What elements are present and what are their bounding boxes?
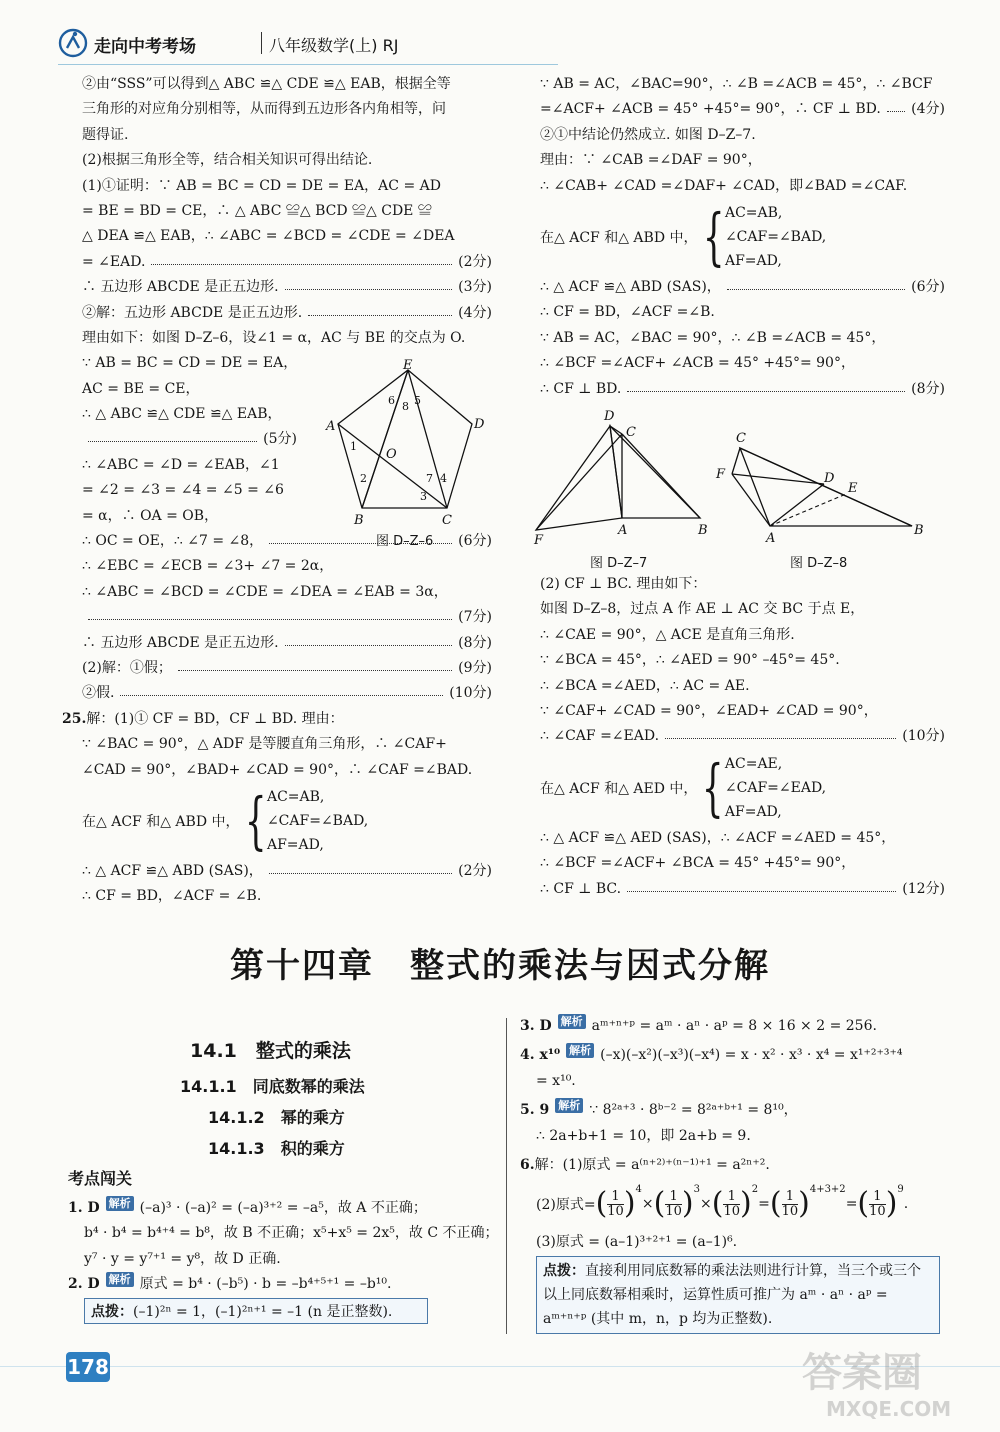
answer: 4. x¹⁰ <box>520 1047 561 1064</box>
subsection-title: 14.1.1 同底数幂的乘法 <box>180 1077 365 1096</box>
column-divider <box>506 1018 507 1334</box>
exercise-line: 2. D 解析 原式 = b⁴ · (–b⁵) · b = –b⁴⁺⁵⁺¹ = –b¹⁰. <box>68 1272 488 1297</box>
brace-item: AF=AD, <box>724 803 782 820</box>
brace-items <box>725 201 826 273</box>
watermark-logo <box>796 1338 976 1422</box>
page-header <box>58 26 978 62</box>
answer: 1. D <box>68 1200 100 1216</box>
text-line: = ∠EAD. (2分) <box>82 250 492 275</box>
text-line: = α，∴ OA = OB， <box>82 507 219 524</box>
section-title: 14.1 整式的乘法 <box>190 1040 351 1062</box>
fraction: $\frac{1}{10}$ <box>607 1188 624 1219</box>
label-E: E <box>848 481 858 496</box>
label-D: D <box>474 417 485 432</box>
brace-label: 在△ ACF 和△ ABD 中， <box>540 229 698 246</box>
score: (10分) <box>902 728 945 745</box>
tip-label: 点拨： <box>91 1303 133 1320</box>
text-line: 三角形的对应角分别相等，从而得到五边形各内角相等，问 <box>82 101 446 118</box>
analysis-tag: 解析 <box>106 1196 134 1211</box>
label-B: B <box>698 523 708 538</box>
right-column <box>540 72 945 402</box>
score: (6分) <box>458 533 492 550</box>
label-F: F <box>716 467 726 482</box>
exercise-line: = x¹⁰. <box>536 1072 576 1089</box>
label-E: E <box>403 358 413 373</box>
text-line: ∴ OC = OE，∴ ∠7 = ∠8， (6分) <box>82 529 492 554</box>
text-line: ∴ CF ⊥ BD. (8分) <box>540 377 945 402</box>
exercise-line: (3)原式 = (a–1)³⁺²⁺¹ = (a–1)⁶. <box>536 1234 738 1251</box>
right-column-continued <box>540 572 945 902</box>
brace-item: AF=AD, <box>266 836 324 853</box>
analysis-tag: 解析 <box>566 1043 594 1058</box>
brace-system <box>540 199 945 275</box>
text-line: =∠ACF+ ∠ACB = 45° +45°= 90°，∴ CF ⊥ BD. (4分) <box>540 97 945 122</box>
answer: 2. D <box>68 1276 100 1293</box>
exercise-line: 5. 9 解析 ∵ 8²ᵃ⁺³ · 8ᵇ⁻² = 8²ᵃ⁺ᵇ⁺¹ = 8¹⁰， <box>520 1098 945 1123</box>
score: (5分) <box>263 431 297 448</box>
answer: 6. <box>520 1156 535 1173</box>
brace-item: ∠CAF=∠BAD, <box>266 812 369 829</box>
text-line: ∴ ∠BCF =∠ACF+ ∠BCA = 45° +45°= 90°， <box>540 855 856 872</box>
label-B: B <box>354 513 364 528</box>
label-F: F <box>534 533 544 546</box>
text-line: ∵ AB = AC，∠BAC=90°，∴ ∠B =∠ACB = 45°，∴ ∠BCF <box>540 76 933 92</box>
exercise-line: y⁷ · y = y⁷⁺¹ = y⁸，故 D 正确. <box>84 1250 281 1267</box>
text-line: ∴ ∠CAB+ ∠CAD =∠DAF+ ∠CAD，即∠BAD =∠CAF. <box>540 177 908 194</box>
angle-label: 7 <box>426 472 433 485</box>
fraction: $\frac{1}{10}$ <box>723 1188 741 1219</box>
text-line: 理由：∵ ∠CAB =∠DAF = 90°， <box>540 152 762 169</box>
text-line: ∵ ∠CAF+ ∠CAD = 90°，∠EAD+ ∠CAD = 90°， <box>540 702 878 719</box>
text-line: (2)解：①假； (9分) <box>82 656 492 681</box>
label-O: O <box>386 447 397 462</box>
angle-label: 3 <box>420 490 427 503</box>
label-C: C <box>736 431 746 446</box>
book-subtitle: 八年级数学(上) RJ <box>269 36 399 55</box>
text-line: ∵ ∠BAC = 90°，△ ADF 是等腰直角三角形，∴ ∠CAF+ <box>82 736 447 753</box>
fraction: $\frac{1}{10}$ <box>869 1188 886 1219</box>
angle-label: 5 <box>414 394 421 407</box>
fraction-expression: (2)原式= ( $\frac{1}{10}$ ) $^4$ × ( $\frac{1}{10}$ ) $^3$ × ( $\frac{1}{10}$ ) $^2$ = ( $\frac{1}{10}$ ) $^{4+3+2}$ = ( $\frac{1}{10}$ ) $^9$ . <box>536 1184 909 1222</box>
text-line: (1)①证明：∵ AB = BC = CD = DE = EA，AC = AD <box>82 177 441 194</box>
angle-label: 8 <box>402 400 409 413</box>
text-line: = BE = BD = CE，∴ △ ABC ≌△ BCD ≌△ CDE ≌ <box>82 202 432 219</box>
score: (10分) <box>449 685 492 702</box>
text-line: ∴ 五边形 ABCDE 是正五边形. (3分) <box>82 275 492 300</box>
score: (8分) <box>458 634 492 651</box>
exercise-line: b⁴ · b⁴ = b⁴⁺⁴ = b⁸，故 B 不正确；x⁵+x⁵ = 2x⁵，故 C 不正确； <box>84 1225 499 1242</box>
text-line: ∴ ∠BCA =∠AED，∴ AC = AE. <box>540 677 750 694</box>
analysis-tag: 解析 <box>555 1098 583 1113</box>
figure-caption: 图 D–Z–7 <box>590 556 648 571</box>
angle-label: 1 <box>350 440 357 453</box>
brace-item: ∠CAF=∠EAD, <box>724 779 827 796</box>
brace-items <box>267 785 368 857</box>
watermark-bottom: MXQE.COM <box>826 1397 952 1421</box>
text-line: ∴ △ ACF ≌△ AED (SAS)，∴ ∠ACF =∠AED = 45°， <box>540 829 896 846</box>
label-A: A <box>326 419 336 434</box>
text-line <box>82 605 492 630</box>
brace-label: 在△ ACF 和△ ABD 中， <box>82 813 240 830</box>
runner-logo-icon <box>58 28 88 58</box>
text-line: ∴ CF ⊥ BC. (12分) <box>540 877 945 902</box>
score: (4分) <box>458 304 492 321</box>
text-line: ②由“SSS”可以得到△ ABC ≌△ CDE ≌△ EAB，根据全等 <box>82 76 451 92</box>
tip-text: (–1)²ⁿ = 1，(–1)²ⁿ⁺¹ = –1 (n 是正整数). <box>133 1303 393 1320</box>
tip-box <box>536 1256 940 1334</box>
tip-box <box>84 1298 428 1324</box>
text-line: ∴ ∠BCF =∠ACF+ ∠ACB = 45° +45°= 90°， <box>540 355 855 372</box>
subsection-title: 14.1.3 积的乘方 <box>208 1139 345 1158</box>
book-title: 走向中考考场 <box>94 37 196 57</box>
text-line: ∴ ∠CAE = 90°，△ ACE 是直角三角形. <box>540 626 795 643</box>
header-separator <box>261 32 262 54</box>
brace-item: ∠CAF=∠BAD, <box>724 228 827 245</box>
text-line: ∵ ∠BCA = 45°，∴ ∠AED = 90° –45°= 45°. <box>540 652 840 669</box>
fraction: $\frac{1}{10}$ <box>781 1188 799 1219</box>
tip-text: 直接利用同底数幂的乘法法则进行计算，当三个或三个以上同底数幂相乘时，运算性质可推广为 aᵐ · aⁿ · aᵖ = aᵐ⁺ⁿ⁺ᵖ (其中 m，n，p 均为正整数). <box>543 1262 921 1327</box>
text-line: ∵ AB = AC，∠BAC = 90°，∴ ∠B =∠ACB = 45°， <box>540 329 886 346</box>
text-line: ∴ ∠CAF =∠EAD. (10分) <box>540 724 945 749</box>
text-line: ∴ 五边形 ABCDE 是正五边形. (8分) <box>82 631 492 656</box>
left-brace: { <box>244 783 267 857</box>
figure-pentagon <box>322 358 492 558</box>
angle-label: 6 <box>388 394 395 407</box>
label-C: C <box>442 513 452 528</box>
brace-item: AC=AB, <box>266 788 325 805</box>
text-line: 题得证. <box>82 126 129 143</box>
label-D: D <box>604 409 615 424</box>
exercise-line: 1. D 解析 (–a)³ · (–a)² = (–a)³⁺² = –a⁵，故 A 不正确； <box>68 1196 488 1221</box>
text-line: ∴ ∠ABC = ∠BCD = ∠CDE = ∠DEA = ∠EAB = 3α， <box>82 583 448 600</box>
answer: 5. 9 <box>520 1102 550 1119</box>
exercises-right <box>520 1014 945 1334</box>
score: (2分) <box>458 253 492 270</box>
page-number: 178 <box>66 1352 110 1382</box>
score: (2分) <box>458 862 492 879</box>
exercise-line: 4. x¹⁰ 解析 (–x)(–x²)(–x³)(–x⁴) = x · x² · x³ · x⁴ = x¹⁺²⁺³⁺⁴ <box>520 1043 945 1068</box>
score: (3分) <box>458 279 492 296</box>
text-line: AC = BE = CE， <box>82 380 200 397</box>
label-C: C <box>626 425 636 440</box>
text-line: (2) CF ⊥ BC. 理由如下： <box>540 576 707 592</box>
text-line: ②①中结论仍然成立. 如图 D–Z–7. <box>540 126 756 143</box>
label-A: A <box>766 531 776 546</box>
text-line: ∴ ∠EBC = ∠ECB = ∠3+ ∠7 = 2α， <box>82 558 334 575</box>
left-brace: { <box>702 750 725 824</box>
score: (12分) <box>902 880 945 897</box>
text-line: △ DEA ≌△ EAB，∴ ∠ABC = ∠BCD = ∠CDE = ∠DEA <box>82 228 455 245</box>
angle-label: 4 <box>440 472 447 485</box>
text-line: ∴ CF = BD，∠ACF =∠B. <box>540 304 715 321</box>
kaodian-heading: 考点闯关 <box>68 1169 133 1188</box>
brace-item: AC=AB, <box>724 204 783 221</box>
label-B: B <box>914 523 924 538</box>
text-line: ②解：五边形 ABCDE 是正五边形. (4分) <box>82 301 492 326</box>
exercise-line: ∴ 2a+b+1 = 10，即 2a+b = 9. <box>536 1127 751 1144</box>
fraction: $\frac{1}{10}$ <box>665 1188 682 1219</box>
analysis-tag: 解析 <box>106 1272 134 1287</box>
text-line: ∴ △ ACF ≌△ ABD (SAS)， (6分) <box>540 275 945 300</box>
score: (4分) <box>911 101 945 118</box>
figure-triangle-7 <box>530 406 720 546</box>
score: (8分) <box>911 380 945 397</box>
watermark-top: 答案圈 <box>802 1350 922 1396</box>
exercises-left <box>68 1196 499 1324</box>
figure-caption: 图 D–Z–6 <box>376 534 434 549</box>
brace-item: AC=AE, <box>724 755 783 772</box>
text-line: ∴ △ ABC ≌△ CDE ≌△ EAB， <box>82 406 282 423</box>
brace-items <box>725 752 826 824</box>
brace-label: 在△ ACF 和△ AED 中， <box>540 780 698 797</box>
label-D: D <box>824 471 835 486</box>
text-line: (2)根据三角形全等，结合相关知识可得出结论. <box>82 152 373 169</box>
text-line: 如图 D–Z–8，过点 A 作 AE ⊥ AC 交 BC 于点 E， <box>540 601 865 618</box>
subsection-title: 14.1.2 幂的乘方 <box>208 1108 345 1127</box>
brace-system <box>82 783 492 859</box>
label-A: A <box>618 523 628 538</box>
figure-caption: 图 D–Z–8 <box>790 556 848 571</box>
text-line: ∠CAD = 90°，∠BAD+ ∠CAD = 90°，∴ ∠CAF =∠BAD. <box>82 761 473 778</box>
brace-item: AF=AD, <box>724 252 782 269</box>
score: (6分) <box>911 278 945 295</box>
chapter-title: 第十四章 整式的乘法与因式分解 <box>230 946 770 986</box>
answer: 3. D <box>520 1018 552 1034</box>
score: (7分) <box>458 609 492 626</box>
question-number: 25. <box>62 710 87 727</box>
brace-system <box>540 750 945 826</box>
angle-label: 2 <box>360 472 367 485</box>
q25-head: 25. 解：(1)① CF = BD，CF ⊥ BD. 理由： <box>62 707 492 732</box>
text-line: ②假. (10分) <box>82 681 492 706</box>
left-brace: { <box>702 199 725 273</box>
header-rule <box>58 64 558 65</box>
text-line: ∴ CF = BD，∠ACF = ∠B. <box>82 888 262 905</box>
text-line: = ∠2 = ∠3 = ∠4 = ∠5 = ∠6 <box>82 482 284 499</box>
text-line: ∵ AB = BC = CD = DE = EA， <box>82 355 298 372</box>
text-line: ∴ ∠ABC = ∠D = ∠EAB，∠1 <box>82 456 280 473</box>
figure-triangle-8 <box>712 428 932 548</box>
analysis-tag: 解析 <box>558 1014 586 1029</box>
exercise-line: 3. D 解析 aᵐ⁺ⁿ⁺ᵖ = aᵐ · aⁿ · aᵖ = 8 × 16 × 2 = 256. <box>520 1014 945 1039</box>
exercise-line: 6. 解：(1)原式 = a⁽ⁿ⁺²⁾⁺⁽ⁿ⁻¹⁾⁺¹ = a²ⁿ⁺². <box>520 1153 945 1178</box>
text-line: ∴ △ ACF ≌△ ABD (SAS)， (2分) <box>82 859 492 884</box>
score: (9分) <box>458 659 492 676</box>
tip-label: 点拨： <box>543 1262 585 1279</box>
text-line <box>82 427 297 452</box>
text-line: 理由如下：如图 D–Z–6，设∠1 = α，AC 与 BE 的交点为 O. <box>82 329 466 346</box>
